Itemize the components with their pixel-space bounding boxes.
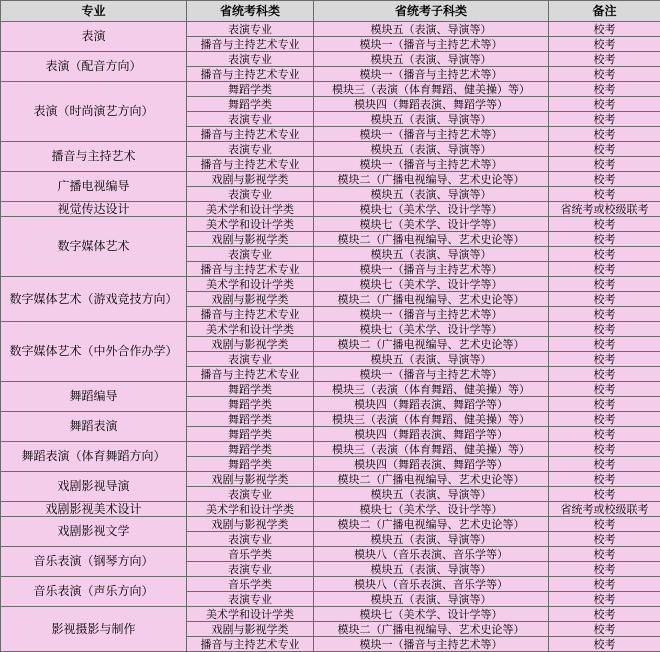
category-cell: 美术学和设计学类	[187, 277, 314, 292]
subject-cell: 模块二（广播电视编导、艺术史论等）	[314, 472, 549, 487]
subject-cell: 模块五（表演、导演等）	[314, 112, 549, 127]
table-row	[1, 202, 660, 217]
table-body	[1, 22, 660, 652]
remark-cell: 校考	[549, 532, 660, 547]
remark-cell: 校考	[549, 337, 660, 352]
remark-cell: 校考	[549, 307, 660, 322]
remark-cell: 校考	[549, 127, 660, 142]
subject-cell: 模块一（播音与主持艺术等）	[314, 262, 549, 277]
category-cell: 表演专业	[187, 592, 314, 607]
subject-cell: 模块七（美术学、设计学等）	[314, 607, 549, 622]
category-cell: 舞蹈学类	[187, 97, 314, 112]
subject-cell: 模块五（表演、导演等）	[314, 532, 549, 547]
remark-cell: 校考	[549, 577, 660, 592]
category-cell: 音乐学类	[187, 547, 314, 562]
subject-cell: 模块五（表演、导演等）	[314, 487, 549, 502]
subject-cell: 模块八（音乐表演、音乐学等）	[314, 547, 549, 562]
subject-cell: 模块五（表演、导演等）	[314, 142, 549, 157]
table-row	[1, 142, 660, 157]
major-cell: 舞蹈表演（体育舞蹈方向）	[1, 442, 187, 472]
category-cell: 表演专业	[187, 52, 314, 67]
subject-cell: 模块三（表演（体育舞蹈、健美操）等）	[314, 382, 549, 397]
category-cell: 戏剧与影视学类	[187, 292, 314, 307]
subject-cell: 模块二（广播电视编导、艺术史论等）	[314, 232, 549, 247]
header-subject: 省统考子科类	[314, 1, 549, 22]
table-row	[1, 172, 660, 187]
category-cell: 舞蹈学类	[187, 82, 314, 97]
subject-cell: 模块七（美术学、设计学等）	[314, 322, 549, 337]
category-cell: 表演专业	[187, 112, 314, 127]
category-cell: 美术学和设计学类	[187, 607, 314, 622]
subject-cell: 模块一（播音与主持艺术等）	[314, 637, 549, 652]
subject-cell: 模块五（表演、导演等）	[314, 352, 549, 367]
remark-cell: 校考	[549, 412, 660, 427]
major-cell: 广播电视编导	[1, 172, 187, 202]
remark-cell: 校考	[549, 67, 660, 82]
header-major: 专业	[1, 1, 187, 22]
table-row	[1, 517, 660, 532]
major-cell: 播音与主持艺术	[1, 142, 187, 172]
remark-cell: 校考	[549, 22, 660, 37]
category-cell: 播音与主持艺术专业	[187, 262, 314, 277]
remark-cell: 校考	[549, 382, 660, 397]
remark-cell: 校考	[549, 472, 660, 487]
category-cell: 舞蹈学类	[187, 397, 314, 412]
remark-cell: 校考	[549, 217, 660, 232]
remark-cell: 校考	[549, 592, 660, 607]
subject-cell: 模块二（广播电视编导、艺术史论等）	[314, 622, 549, 637]
remark-cell: 校考	[549, 157, 660, 172]
category-cell: 表演专业	[187, 532, 314, 547]
remark-cell: 校考	[549, 562, 660, 577]
subject-cell: 模块七（美术学、设计学等）	[314, 217, 549, 232]
category-cell: 播音与主持艺术专业	[187, 127, 314, 142]
category-cell: 舞蹈学类	[187, 442, 314, 457]
category-cell: 表演专业	[187, 142, 314, 157]
subject-cell: 模块四（舞蹈表演、舞蹈学等）	[314, 397, 549, 412]
major-cell: 数字媒体艺术（游戏竞技方向）	[1, 277, 187, 322]
major-cell: 舞蹈编导	[1, 382, 187, 412]
remark-cell: 校考	[549, 607, 660, 622]
remark-cell: 校考	[549, 232, 660, 247]
subject-cell: 模块五（表演、导演等）	[314, 22, 549, 37]
subject-cell: 模块八（音乐表演、音乐学等）	[314, 577, 549, 592]
major-cell: 音乐表演（声乐方向）	[1, 577, 187, 607]
remark-cell: 校考	[549, 97, 660, 112]
major-cell: 视觉传达设计	[1, 202, 187, 217]
subject-cell: 模块七（美术学、设计学等）	[314, 502, 549, 517]
subject-cell: 模块一（播音与主持艺术等）	[314, 127, 549, 142]
subject-cell: 模块四（舞蹈表演、舞蹈学等）	[314, 97, 549, 112]
category-cell: 舞蹈学类	[187, 457, 314, 472]
table-row	[1, 277, 660, 292]
subject-cell: 模块二（广播电视编导、艺术史论等）	[314, 172, 549, 187]
subject-cell: 模块一（播音与主持艺术等）	[314, 157, 549, 172]
remark-cell: 校考	[549, 517, 660, 532]
major-cell: 戏剧影视文学	[1, 517, 187, 547]
category-cell: 音乐学类	[187, 577, 314, 592]
subject-cell: 模块一（播音与主持艺术等）	[314, 37, 549, 52]
subject-cell: 模块一（播音与主持艺术等）	[314, 67, 549, 82]
subject-cell: 模块五（表演、导演等）	[314, 592, 549, 607]
table-row	[1, 412, 660, 427]
subject-cell: 模块三（表演（体育舞蹈、健美操）等）	[314, 82, 549, 97]
table-row	[1, 52, 660, 67]
remark-cell: 校考	[549, 187, 660, 202]
category-cell: 美术学和设计学类	[187, 502, 314, 517]
remark-cell: 校考	[549, 457, 660, 472]
major-cell: 表演	[1, 22, 187, 52]
major-cell: 戏剧影视导演	[1, 472, 187, 502]
category-cell: 表演专业	[187, 187, 314, 202]
category-cell: 播音与主持艺术专业	[187, 67, 314, 82]
category-cell: 舞蹈学类	[187, 427, 314, 442]
subject-cell: 模块五（表演、导演等）	[314, 187, 549, 202]
table-row	[1, 22, 660, 37]
remark-cell: 校考	[549, 172, 660, 187]
category-cell: 表演专业	[187, 22, 314, 37]
category-cell: 戏剧与影视学类	[187, 517, 314, 532]
subject-cell: 模块二（广播电视编导、艺术史论等）	[314, 517, 549, 532]
major-cell: 音乐表演（钢琴方向）	[1, 547, 187, 577]
subject-cell: 模块四（舞蹈表演、舞蹈学等）	[314, 427, 549, 442]
subject-cell: 模块三（表演（体育舞蹈、健美操）等）	[314, 442, 549, 457]
subject-cell: 模块四（舞蹈表演、舞蹈学等）	[314, 457, 549, 472]
remark-cell: 校考	[549, 487, 660, 502]
table-row	[1, 607, 660, 622]
category-cell: 戏剧与影视学类	[187, 337, 314, 352]
major-cell: 表演（时尚演艺方向）	[1, 82, 187, 142]
remark-cell: 校考	[549, 247, 660, 262]
remark-cell: 校考	[549, 622, 660, 637]
major-cell: 数字媒体艺术	[1, 217, 187, 277]
remark-cell: 校考	[549, 442, 660, 457]
major-cell: 影视摄影与制作	[1, 607, 187, 652]
subject-cell: 模块五（表演、导演等）	[314, 52, 549, 67]
remark-cell: 校考	[549, 37, 660, 52]
header-category: 省统考科类	[187, 1, 314, 22]
category-cell: 播音与主持艺术专业	[187, 37, 314, 52]
subject-cell: 模块二（广播电视编导、艺术史论等）	[314, 292, 549, 307]
subject-cell: 模块二（广播电视编导、艺术史论等）	[314, 337, 549, 352]
remark-cell: 校考	[549, 52, 660, 67]
category-cell: 美术学和设计学类	[187, 202, 314, 217]
subject-cell: 模块七（美术学、设计学等）	[314, 277, 549, 292]
remark-cell: 省统考或校级联考	[549, 202, 660, 217]
remark-cell: 校考	[549, 277, 660, 292]
remark-cell: 校考	[549, 427, 660, 442]
category-cell: 美术学和设计学类	[187, 322, 314, 337]
remark-cell: 校考	[549, 637, 660, 652]
category-cell: 表演专业	[187, 562, 314, 577]
category-cell: 美术学和设计学类	[187, 217, 314, 232]
category-cell: 表演专业	[187, 247, 314, 262]
category-cell: 表演专业	[187, 352, 314, 367]
remark-cell: 校考	[549, 367, 660, 382]
category-cell: 播音与主持艺术专业	[187, 367, 314, 382]
table-row	[1, 502, 660, 517]
subject-cell: 模块三（表演（体育舞蹈、健美操）等）	[314, 412, 549, 427]
remark-cell: 校考	[549, 262, 660, 277]
category-cell: 播音与主持艺术专业	[187, 637, 314, 652]
category-cell: 舞蹈学类	[187, 382, 314, 397]
category-cell: 表演专业	[187, 487, 314, 502]
category-cell: 播音与主持艺术专业	[187, 157, 314, 172]
table-row	[1, 472, 660, 487]
subject-cell: 模块五（表演、导演等）	[314, 562, 549, 577]
table-row	[1, 382, 660, 397]
table-row	[1, 217, 660, 232]
remark-cell: 校考	[549, 547, 660, 562]
table-row	[1, 577, 660, 592]
subject-cell: 模块一（播音与主持艺术等）	[314, 367, 549, 382]
category-cell: 戏剧与影视学类	[187, 172, 314, 187]
subject-cell: 模块七（美术学、设计学等）	[314, 202, 549, 217]
header-row	[1, 1, 660, 22]
category-cell: 戏剧与影视学类	[187, 472, 314, 487]
remark-cell: 校考	[549, 142, 660, 157]
major-cell: 舞蹈表演	[1, 412, 187, 442]
remark-cell: 省统考或校级联考	[549, 502, 660, 517]
table-row	[1, 547, 660, 562]
header-remark: 备注	[549, 1, 660, 22]
subject-cell: 模块一（播音与主持艺术等）	[314, 307, 549, 322]
major-cell: 戏剧影视美术设计	[1, 502, 187, 517]
remark-cell: 校考	[549, 112, 660, 127]
category-cell: 播音与主持艺术专业	[187, 307, 314, 322]
remark-cell: 校考	[549, 397, 660, 412]
table-row	[1, 82, 660, 97]
remark-cell: 校考	[549, 352, 660, 367]
category-cell: 戏剧与影视学类	[187, 622, 314, 637]
major-cell: 数字媒体艺术（中外合作办学）	[1, 322, 187, 382]
subject-cell: 模块五（表演、导演等）	[314, 247, 549, 262]
category-cell: 戏剧与影视学类	[187, 232, 314, 247]
major-cell: 表演（配音方向）	[1, 52, 187, 82]
remark-cell: 校考	[549, 322, 660, 337]
remark-cell: 校考	[549, 292, 660, 307]
remark-cell: 校考	[549, 82, 660, 97]
table-row	[1, 322, 660, 337]
table-row	[1, 442, 660, 457]
category-cell: 舞蹈学类	[187, 412, 314, 427]
